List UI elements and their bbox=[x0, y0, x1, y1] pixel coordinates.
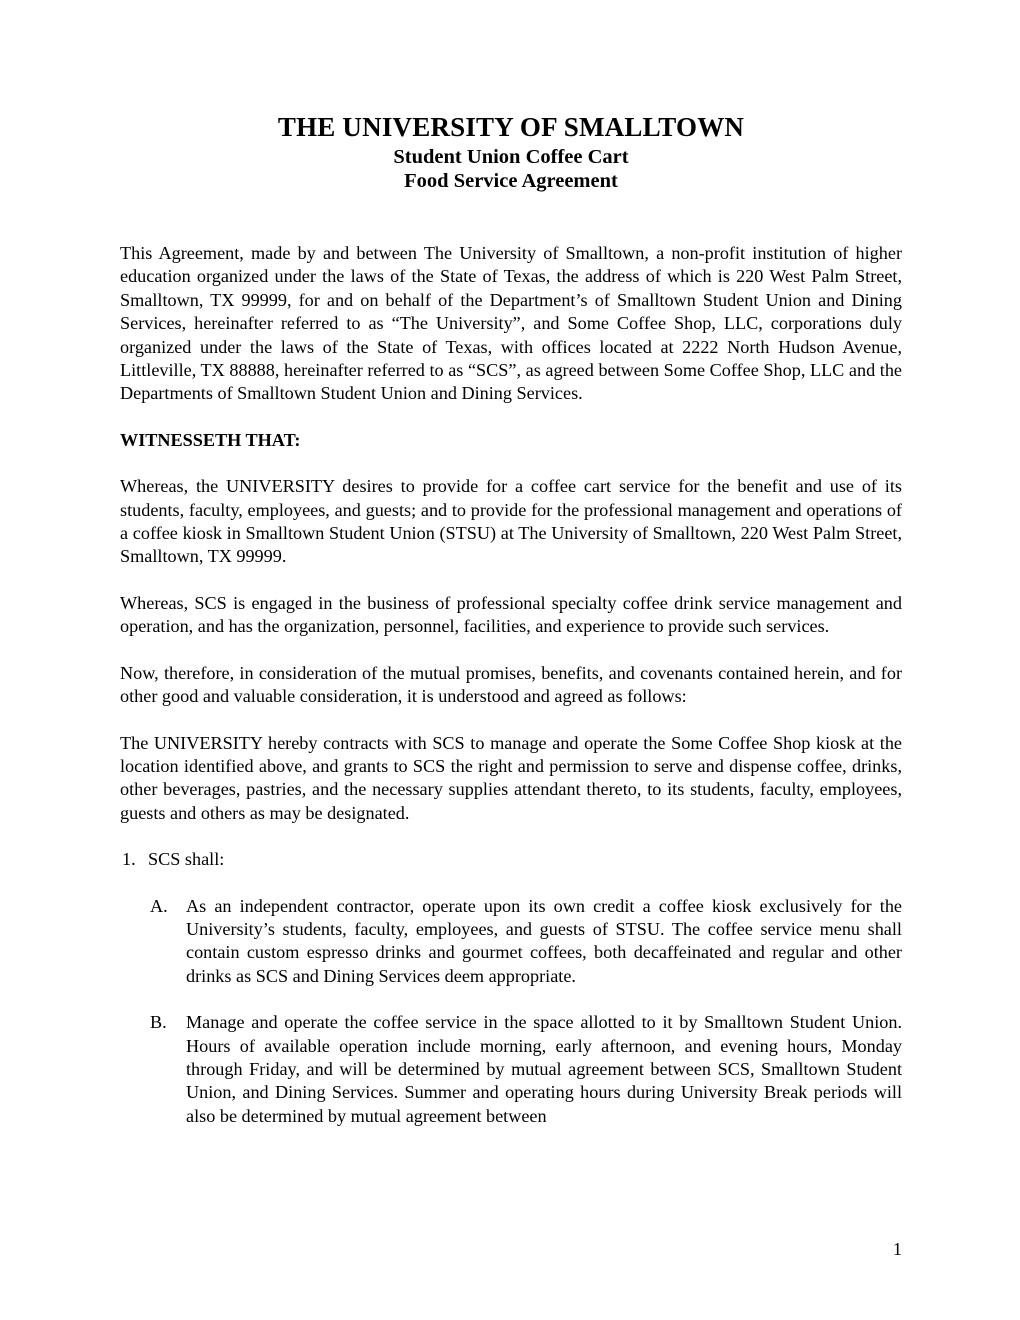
list-marker: 1. bbox=[122, 849, 136, 870]
list-item bbox=[120, 848, 902, 1128]
list-marker: A. bbox=[150, 895, 168, 916]
paragraph-whereas-scs: Whereas, SCS is engaged in the business of professional specialty coffee drink service management and operation, and has the organization, personnel, facilities, and experience to provide such services. bbox=[120, 592, 902, 637]
section-heading-witnesseth: WITNESSETH THAT: bbox=[120, 429, 301, 450]
document-subtitle-1: Student Union Coffee Cart bbox=[393, 146, 629, 168]
list-item bbox=[150, 1011, 902, 1128]
paragraph-now-therefore: Now, therefore, in consideration of the mutual promises, benefits, and covenants contained herein, and for other good and valuable consideration, it is understood and agreed as follows: bbox=[120, 662, 902, 707]
document-header bbox=[120, 112, 902, 193]
numbered-clause-list bbox=[120, 848, 902, 1128]
document-subtitle-2: Food Service Agreement bbox=[404, 170, 618, 192]
document-body bbox=[120, 242, 902, 1128]
list-item-text: Manage and operate the coffee service in the space allotted to it by Smalltown Student Union. Hours of available operation include morning, early afternoon, and evening hours, Monday through Friday, and will be determined by mutual agreement between SCS, Smalltown Student Union, and Dining Services. Summer and operating hours during University Break periods will also be determined by mutual agreement between bbox=[186, 1012, 902, 1126]
list-item bbox=[150, 895, 902, 989]
paragraph-preamble: This Agreement, made by and between The University of Smalltown, a non-profit institution of higher education organized under the laws of the State of Texas, the address of which is 220 West Palm Street, Smalltown, TX 99999, for and on behalf of the Department’s of Smalltown Student Union and Dining Services, hereinafter referred to as “The University”, and Some Coffee Shop, LLC, corporations duly organized under the laws of the State of Texas, with offices located at 2222 North Hudson Avenue, Littleville, TX 88888, hereinafter referred to as “SCS”, as agreed between Some Coffee Shop, LLC and the Departments of Smalltown Student Union and Dining Services. bbox=[120, 243, 902, 404]
lettered-clause-list bbox=[150, 895, 902, 1129]
paragraph-university-contracts: The UNIVERSITY hereby contracts with SCS to manage and operate the Some Coffee Shop kiosk at the location identified above, and grants to SCS the right and permission to serve and dispense coffee, drinks, other beverages, pastries, and the necessary supplies attendant thereto, to its students, faculty, employees, guests and others as may be designated. bbox=[120, 732, 902, 823]
page-number: 1 bbox=[892, 1239, 902, 1259]
list-item-text: SCS shall: bbox=[148, 849, 225, 870]
list-marker: B. bbox=[150, 1012, 167, 1033]
document-title: THE UNIVERSITY OF SMALLTOWN bbox=[277, 112, 745, 142]
document-content bbox=[120, 112, 902, 1151]
list-item-text: As an independent contractor, operate upon its own credit a coffee kiosk exclusively for the University’s students, faculty, employees, and guests of STSU. The coffee service menu shall contain custom espresso drinks and gourmet coffees, both decaffeinated and regular and other drinks as SCS and Dining Services deem appropriate. bbox=[186, 895, 902, 986]
sub-clause-wrapper bbox=[150, 895, 902, 1129]
paragraph-whereas-university: Whereas, the UNIVERSITY desires to provide for a coffee cart service for the benefit and use of its students, faculty, employees, and guests; and to provide for the professional management and operations of a coffee kiosk in Smalltown Student Union (STSU) at The University of Smalltown, 220 West Palm Street, Smalltown, TX 99999. bbox=[120, 476, 902, 567]
